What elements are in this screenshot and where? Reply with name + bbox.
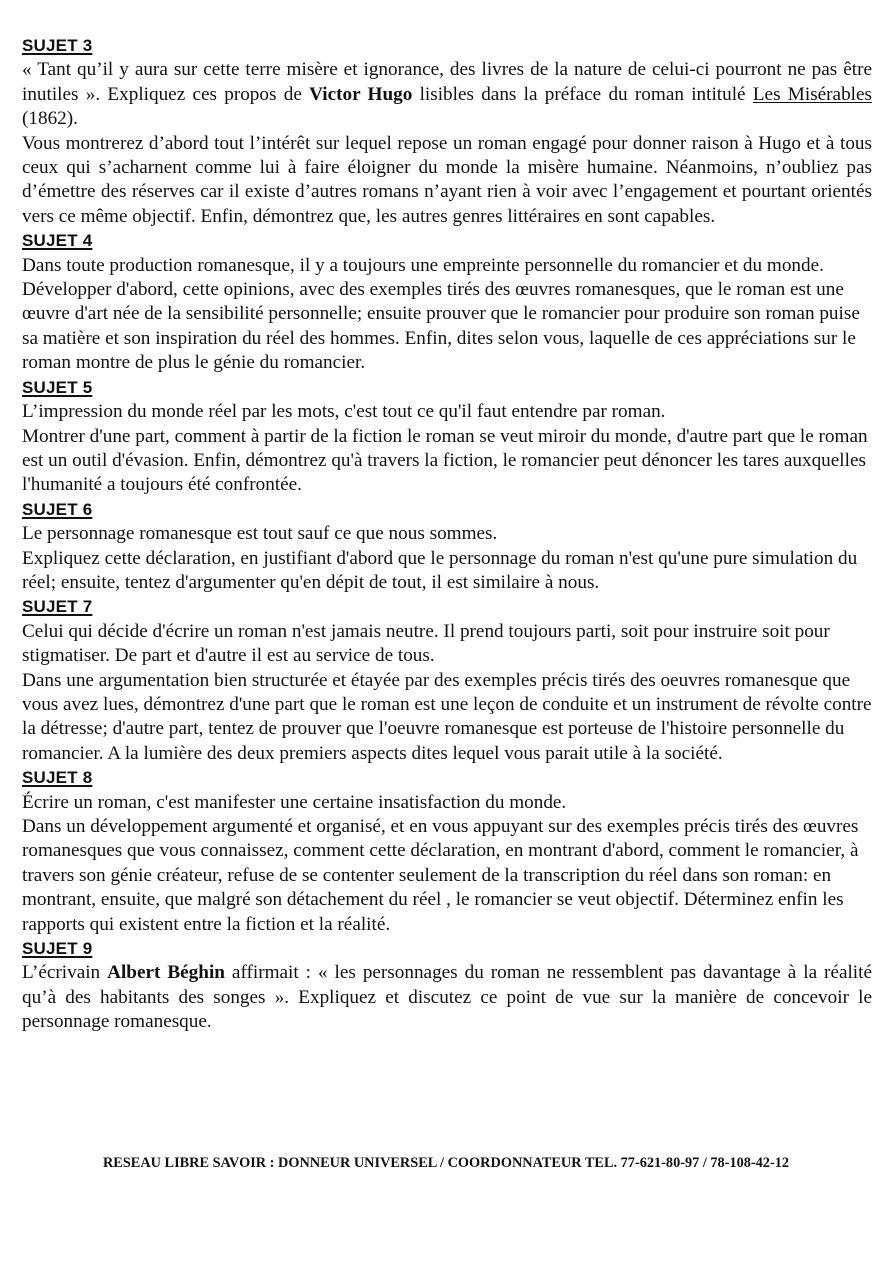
- document-page: [22, 34, 872, 1035]
- sujet-6-statement: Le personnage romanesque est tout sauf ce que nous sommes.: [22, 523, 498, 545]
- sujet-5-heading: SUJET 5: [22, 377, 93, 397]
- sujet-7-instructions: Dans une argumentation bien structurée et étayée par des exemples précis tirés des oeuvres romanesque que vous avez lues, démontrez d'une part que le roman est une leçon de conduite et un instrument de révolte contre la détresse; d'autre part, tentez de prouver que l'oeuvre romanesque est porteuse de l'histoire personnelle du romancier. A la lumière des deux premiers aspects dites lequel vous parait utile à la société.: [22, 669, 872, 764]
- sujet-6: [22, 498, 872, 596]
- sujet-3-quote: [22, 58, 872, 131]
- sujet-7-heading: SUJET 7: [22, 597, 93, 617]
- sujet-3-heading: SUJET 3: [22, 36, 93, 55]
- sujet-9-heading: SUJET 9: [22, 939, 93, 959]
- page-footer: RESEAU LIBRE SAVOIR : DONNEUR UNIVERSEL / COORDONNATEUR TEL. 77-621-80-97 / 78-108-42-12: [102, 1155, 790, 1171]
- sujet-3-quote-text: « Tant qu’il y aura sur cette terre misère et ignorance, des livres de la nature de celui-ci pourront ne pas être inutiles ». Expliquez ces propos de: [22, 59, 872, 105]
- sujet-6-heading: SUJET 6: [22, 499, 93, 519]
- sujet-5-statement: L’impression du monde réel par les mots, c'est tout ce qu'il faut entendre par roman.: [22, 401, 666, 423]
- sujet-3-quote-text-2: lisibles dans la préface du roman intitulé: [412, 83, 753, 105]
- sujet-7-statement: Celui qui décide d'écrire un roman n'est jamais neutre. Il prend toujours parti, soit pour instruire soit pour stigmatiser. De part et d'autre il est au service de tous.: [22, 620, 830, 667]
- sujet-8-statement: Écrire un roman, c'est manifester une certaine insatisfaction du monde.: [22, 791, 567, 813]
- sujet-9-statement: [22, 961, 872, 1034]
- sujet-9-text: L’écrivain: [22, 962, 108, 984]
- sujet-9-text-2: affirmait : « les personnages du roman ne ressemblent pas davantage à la réalité qu’à des habitants des songes ». Expliquez et discutez ce point de vue sur la manière de concevoir le personnage romanesque.: [22, 962, 872, 1033]
- sujet-4: [22, 229, 872, 375]
- sujet-3-quote-text-3: (1862).: [22, 108, 78, 130]
- sujet-8-instructions: Dans un développement argumenté et organisé, et en vous appuyant sur des exemples précis tirés des œuvres romanesques que vous connaissez, comment cette déclaration, en montrant d'abord, comment le romancier, à travers son génie créateur, refuse de se contenter seulement de la transcription du réel dans son roman: en montrant, ensuite, que malgré son détachement du réel , le romancier se veut objectif. Déterminez enfin les rapports qui existent entre la fiction et la réalité.: [22, 816, 859, 935]
- sujet-5-instructions: Montrer d'une part, comment à partir de la fiction le roman se veut miroir du monde, d'autre part que le roman est un outil d'évasion. Enfin, démontrez qu'à travers la fiction, le romancier peut dénoncer les tares auxquelles l'humanité a toujours été confrontée.: [22, 425, 868, 496]
- sujet-8-heading: SUJET 8: [22, 768, 93, 788]
- sujet-5: [22, 376, 872, 498]
- sujet-9: [22, 937, 872, 1035]
- sujet-8: [22, 766, 872, 937]
- sujet-6-instructions: Expliquez cette déclaration, en justifiant d'abord que le personnage du roman n'est qu'une pure simulation du réel; ensuite, tentez d'argumenter qu'en dépit de tout, il est similaire à nous.: [22, 547, 858, 593]
- sujet-9-author: Albert Béghin: [107, 962, 225, 984]
- sujet-4-heading: SUJET 4: [22, 231, 93, 251]
- sujet-3: [22, 34, 872, 229]
- sujet-3-book-title: Les Misérables: [752, 83, 872, 105]
- sujet-7: [22, 595, 872, 766]
- sujet-4-instructions: Développer d'abord, cette opinions, avec des exemples tirés des œuvres romanesques, que le roman est une œuvre d'art née de la sensibilité personnelle; ensuite prouver que le romancier pour produire son roman puise sa matière et son inspiration du réel des hommes. Enfin, dites selon vous, laquelle de ces appréciations sur le roman montre de plus le génie du romancier.: [22, 279, 860, 374]
- sujet-3-author: Victor Hugo: [309, 83, 413, 105]
- sujet-4-statement: Dans toute production romanesque, il y a toujours une empreinte personnelle du romancier et du monde.: [22, 254, 824, 276]
- sujet-3-instructions: Vous montrerez d’abord tout l’intérêt sur lequel repose un roman engagé pour donner raison à Hugo et à tous ceux qui s’acharnent comme lui à faire éloigner du monde la misère humaine. Néanmoins, n’oubliez pas d’émettre des réserves car il existe d’autres romans n’ayant rien à voir avec l’engagement et pourtant orientés vers ce même objectif. Enfin, démontrez que, les autres genres littéraires en sont capables.: [22, 132, 872, 227]
